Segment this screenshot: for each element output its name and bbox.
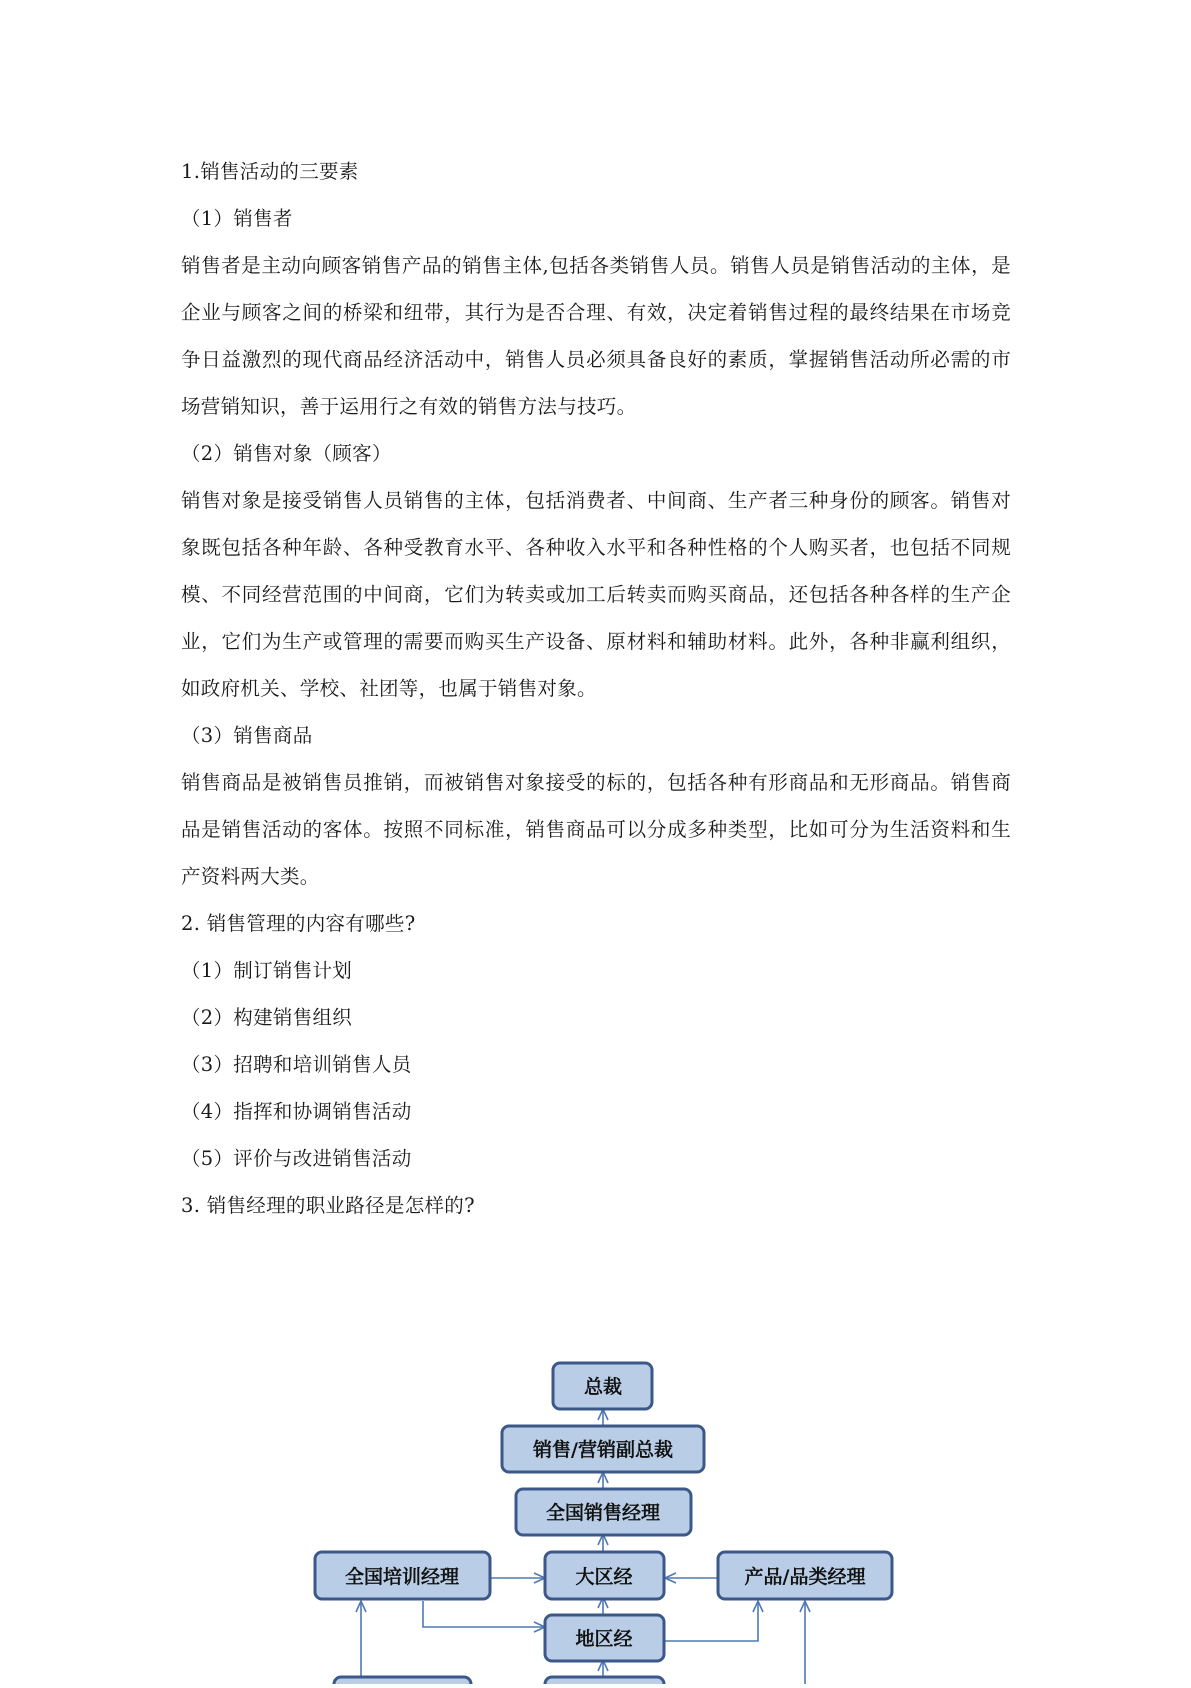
list-item: （2）构建销售组织	[181, 1006, 353, 1029]
section-heading-1: 1.销售活动的三要素	[181, 160, 359, 183]
org-node-label: 地区经	[575, 1628, 633, 1650]
subsection-title-goods: （3）销售商品	[181, 724, 313, 747]
arrow-training-to-area	[423, 1601, 545, 1627]
org-node-label: 全国销售经理	[545, 1502, 661, 1524]
org-node-bottom-left-partial	[334, 1677, 471, 1684]
org-node-label: 销售/营销副总裁	[533, 1439, 673, 1461]
subsection-title-customer: （2）销售对象（顾客）	[181, 442, 392, 465]
section-heading-3: 3. 销售经理的职业路径是怎样的?	[181, 1194, 475, 1217]
document-body	[181, 148, 1011, 1229]
list-item: （1）制订销售计划	[181, 959, 353, 982]
paragraph-customer: 销售对象是接受销售人员销售的主体，包括消费者、中间商、生产者三种身份的顾客。销售对象既包括各种年龄、各种受教育水平、各种收入水平和各种性格的个人购买者，也包括不同规模、不同经营范围的中间商，它们为转卖或加工后转卖而购买商品，还包括各种各样的生产企业，它们为生产或管理的需要而购买生产设备、原材料和辅助材料。此外，各种非赢利组织，如政府机关、学校、社团等，也属于销售对象。	[181, 489, 1011, 700]
career-path-org-chart	[0, 1340, 1191, 1684]
arrow-area-to-product	[665, 1601, 758, 1641]
org-node-bottom-center-partial	[545, 1677, 664, 1684]
paragraph-goods: 销售商品是被销售员推销，而被销售对象接受的标的，包括各种有形商品和无形商品。销售商品是销售活动的客体。按照不同标准，销售商品可以分成多种类型，比如可分为生活资料和生产资料两大类。	[181, 771, 1011, 888]
list-item: （3）招聘和培训销售人员	[181, 1053, 412, 1076]
section-heading-2: 2. 销售管理的内容有哪些?	[181, 912, 416, 935]
list-item: （5）评价与改进销售活动	[181, 1147, 412, 1170]
org-node-label: 产品/品类经理	[744, 1566, 866, 1588]
list-item: （4）指挥和协调销售活动	[181, 1100, 412, 1123]
org-node-label: 大区经	[575, 1566, 633, 1588]
org-node-label: 全国培训经理	[344, 1566, 460, 1588]
org-node-vp	[502, 1426, 704, 1472]
org-node-product	[718, 1552, 892, 1599]
org-node-president	[553, 1363, 652, 1409]
org-node-label: 总裁	[583, 1376, 623, 1398]
org-node-area	[545, 1615, 664, 1661]
org-node-training	[315, 1552, 490, 1599]
org-node-region	[545, 1552, 664, 1599]
subsection-title-seller: （1）销售者	[181, 207, 293, 230]
paragraph-seller: 销售者是主动向顾客销售产品的销售主体,包括各类销售人员。销售人员是销售活动的主体，是企业与顾客之间的桥梁和纽带，其行为是否合理、有效，决定着销售过程的最终结果在市场竞争日益激烈的现代商品经济活动中，销售人员必须具备良好的素质，掌握销售活动所必需的市场营销知识，善于运用行之有效的销售方法与技巧。	[181, 254, 1011, 418]
org-node-national-sales	[516, 1489, 691, 1535]
